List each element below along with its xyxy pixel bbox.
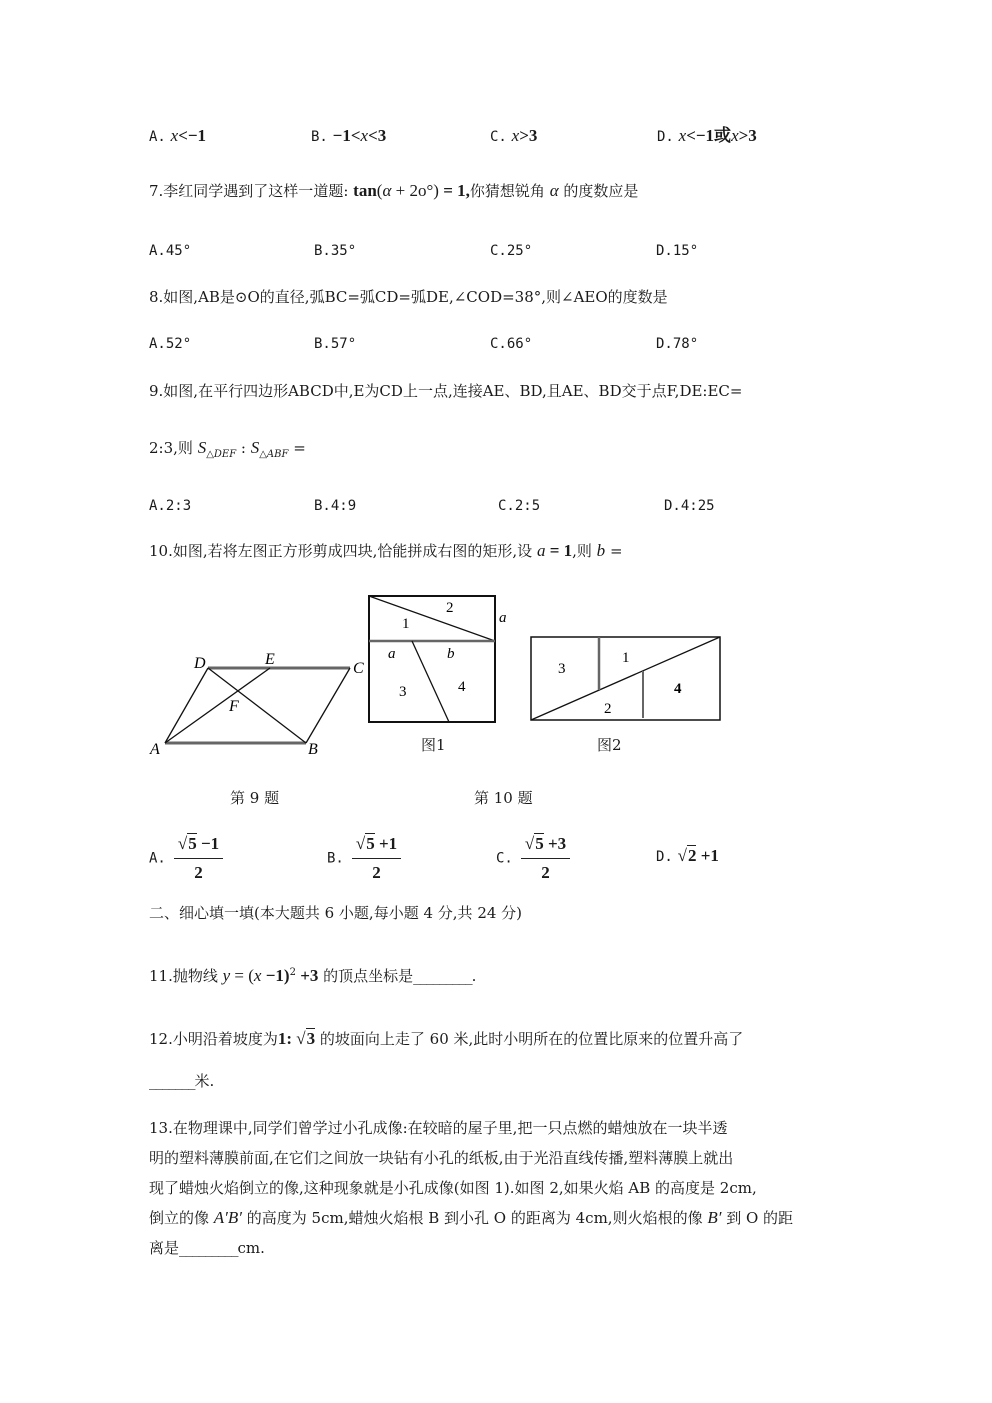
var-y: y	[222, 966, 231, 985]
question-text: 2:3,则	[149, 439, 198, 457]
relation: <−1	[178, 126, 207, 145]
label-f: F	[229, 698, 239, 715]
q6-option-a	[149, 125, 206, 148]
area-subscript: △ABF	[259, 449, 289, 460]
question-text: 到 O 的距	[721, 1209, 794, 1227]
question-13-line3: 现了蜡烛火焰倒立的像,这种现象就是小孔成像(如图 1).如图 2,如果火焰 AB 的高度是 2cm,	[149, 1179, 757, 1197]
option-label: B.	[327, 850, 344, 867]
answer-blank[interactable]: _________	[413, 967, 472, 985]
q10-option-c	[496, 833, 570, 884]
side-bc	[306, 668, 350, 743]
q7-option-b: B.35°	[314, 243, 357, 259]
segment-b-label: b	[447, 646, 455, 662]
fraction: $\frac{√5 +3}{2}$	[521, 833, 570, 884]
formula-paren: )	[433, 181, 439, 200]
question-text: 10.如图,若将左图正方形剪成四块,恰能拼成右图的矩形,设	[149, 542, 537, 560]
denominator: 2	[541, 863, 550, 882]
formula-part: +3	[295, 966, 319, 985]
ratio-colon: :	[236, 439, 251, 457]
image-ab: A′B′	[213, 1208, 242, 1227]
var-x: x	[253, 966, 262, 985]
question-9-line2	[149, 437, 306, 466]
radicand: 3	[306, 1029, 316, 1048]
question-13-line2: 明的塑料薄膜前面,在它们之间放一块钻有小孔的纸板,由于光沿直线传播,塑料薄膜上就出	[149, 1149, 734, 1167]
question-text: 倒立的像	[149, 1209, 214, 1227]
question-11	[149, 962, 476, 987]
formula-part: = (	[230, 966, 254, 985]
relation: <3	[368, 126, 387, 145]
var-x: x	[360, 126, 369, 145]
question-text: 的度数应是	[563, 182, 639, 200]
q9-option-c: C.2:5	[498, 498, 541, 514]
question-13-line5	[149, 1237, 265, 1259]
radicand: 5	[188, 834, 197, 853]
numerator-rest: +3	[543, 834, 567, 853]
option-label: C.	[496, 850, 513, 867]
unit-text: cm.	[237, 1239, 265, 1257]
q7-option-c: C.25°	[490, 243, 533, 259]
diagonal-bd	[208, 668, 306, 743]
piece-2-label: 2	[604, 701, 612, 717]
punctuation: .	[471, 967, 477, 985]
question-12-line1: 12.小明沿着坡度为1: √3 的坡面向上走了 60 米,此时小明所在的位置比原来的位置升高了	[149, 1029, 744, 1048]
answer-blank[interactable]: _________	[179, 1239, 238, 1257]
q8-option-c: C.66°	[490, 336, 533, 352]
fraction: $\frac{√5 -1}{2}$	[174, 833, 223, 884]
alpha-symbol: α	[549, 181, 559, 200]
option-label: D.	[657, 129, 674, 145]
formula-part: + 2o°	[391, 181, 434, 200]
question-10	[149, 540, 623, 562]
piece-3-label: 3	[558, 661, 566, 677]
radicand: 5	[366, 834, 375, 853]
var-x: x	[170, 126, 179, 145]
option-label: A.	[149, 129, 166, 145]
radicand: 2	[687, 846, 697, 865]
q7-option-a: A.45°	[149, 243, 192, 259]
question-text: 离是	[149, 1239, 180, 1257]
segment-a-label: a	[388, 646, 396, 662]
figure-10-caption: 第 10 题	[474, 789, 533, 807]
relation: >3	[519, 126, 538, 145]
var-x: x	[511, 126, 520, 145]
label-e: E	[265, 651, 275, 668]
equals: =	[605, 542, 623, 560]
question-13-line4	[149, 1207, 793, 1229]
numerator-rest: +1	[374, 834, 398, 853]
q10-option-b	[327, 833, 401, 884]
option-label: C.	[490, 129, 507, 145]
area-symbol: S	[197, 438, 207, 457]
q10-option-a	[149, 833, 223, 884]
var-x: x	[678, 126, 687, 145]
label-a: A	[150, 741, 160, 758]
question-text: 米.	[194, 1072, 215, 1090]
area-subscript: △DEF	[206, 449, 237, 460]
formula-eq: = 1,	[438, 181, 470, 200]
figure-9-caption: 第 9 题	[230, 789, 280, 807]
label-c: C	[353, 660, 364, 677]
relation: >3	[738, 126, 757, 145]
ratio: 1:	[277, 1029, 297, 1048]
area-symbol: S	[250, 438, 260, 457]
exponent: 2	[289, 967, 296, 978]
var-a: a	[536, 541, 546, 560]
piece-4-label: 4	[458, 679, 466, 695]
fraction: $\frac{√5 +1}{2}$	[352, 833, 401, 884]
q6-option-c	[490, 125, 537, 148]
q8-option-b: B.57°	[314, 336, 357, 352]
figure-10-2-caption: 图2	[597, 736, 622, 754]
question-text: ,则	[572, 542, 597, 560]
question-text: 12.小明沿着坡度为	[149, 1030, 278, 1048]
section-2-header: 二、细心填一填(本大题共 6 小题,每小题 4 分,共 24 分)	[149, 904, 523, 922]
label-d: D	[194, 655, 206, 672]
numerator-rest: −1	[196, 834, 220, 853]
option-label: B.	[311, 129, 328, 145]
relation: −1<	[332, 126, 361, 145]
equals: =	[288, 439, 306, 457]
q6-option-b	[311, 125, 386, 148]
side-a-label: a	[499, 610, 507, 626]
formula-part: −1)	[261, 966, 290, 985]
option-label: A.	[149, 850, 166, 867]
var-x: x	[731, 126, 739, 145]
question-text: 的坡面向上走了 60 米,此时小明所在的位置比原来的位置升高了	[315, 1030, 744, 1048]
image-b-prime: B′	[707, 1208, 722, 1227]
side-ad	[165, 668, 208, 743]
question-8: 8.如图,AB是⊙O的直径,弧BC=弧CD=弧DE,∠COD=38°,则∠AEO的度数是	[149, 288, 668, 306]
formula-paren: (	[376, 181, 383, 200]
q8-option-a: A.52°	[149, 336, 192, 352]
q10-option-d: D. √2 +1	[656, 846, 719, 865]
question-text: 的顶点坐标是	[318, 967, 414, 985]
piece-1-label: 1	[622, 650, 630, 666]
q9-option-d: D.4:25	[664, 498, 715, 514]
q7-option-d: D.15°	[656, 243, 699, 259]
formula-fn: tan	[353, 181, 377, 200]
expression-rest: +1	[696, 846, 719, 865]
relation: <−1或	[686, 126, 732, 145]
piece-2-label: 2	[446, 600, 454, 616]
equals-one: = 1	[545, 541, 573, 560]
formula-alpha: α	[382, 181, 392, 200]
label-b: B	[308, 741, 318, 758]
answer-blank[interactable]: _______	[149, 1072, 195, 1090]
denominator: 2	[194, 863, 203, 882]
piece-1-label: 1	[402, 616, 410, 632]
piece-3-label: 3	[399, 684, 407, 700]
cut-diagonal	[369, 596, 495, 641]
q9-option-a: A.2:3	[149, 498, 192, 514]
question-7	[149, 180, 638, 202]
q8-option-d: D.78°	[656, 336, 699, 352]
question-9-line1: 9.如图,在平行四边形ABCD中,E为CD上一点,连接AE、BD,且AE、BD交于点F,DE:EC=	[149, 382, 743, 400]
question-text: 11.抛物线	[149, 967, 223, 985]
denominator: 2	[372, 863, 381, 882]
figure-10-rectangle	[520, 625, 735, 735]
q9-option-b: B.4:9	[314, 498, 357, 514]
question-text: 你猜想锐角	[469, 182, 545, 200]
radicand: 5	[535, 834, 544, 853]
figure-9-parallelogram	[140, 640, 380, 770]
question-12-line2	[149, 1070, 214, 1092]
figure-10-1-caption: 图1	[421, 736, 446, 754]
cut-slant	[412, 641, 449, 722]
piece-4-label: 4	[674, 681, 682, 697]
q6-option-d	[657, 125, 757, 148]
question-13-line1: 13.在物理课中,同学们曾学过小孔成像:在较暗的屋子里,把一只点燃的蜡烛放在一块半透	[149, 1119, 728, 1137]
var-b: b	[596, 541, 606, 560]
question-text: 的高度为 5cm,蜡烛火焰根 B 到小孔 O 的距离为 4cm,则火焰根的像	[242, 1209, 708, 1227]
segment-ae	[165, 668, 270, 743]
question-text: 7.李红同学遇到了这样一道题:	[149, 182, 349, 200]
option-label: D.	[656, 849, 673, 865]
